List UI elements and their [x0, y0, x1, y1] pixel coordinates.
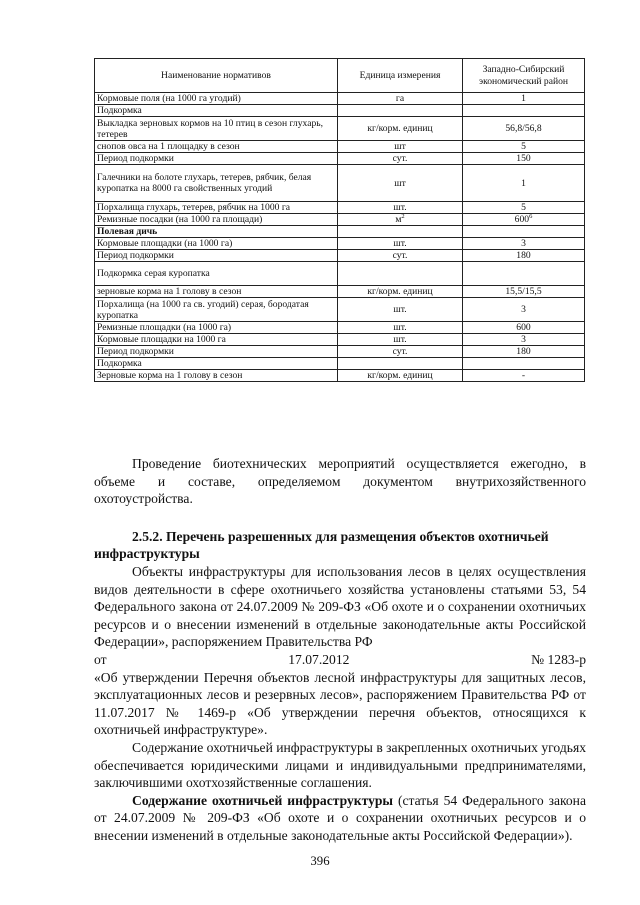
row-name: Кормовые поля (на 1000 га угодий) [95, 93, 338, 105]
row-name: Подкормка [95, 105, 338, 117]
paragraph-maintenance-law [94, 792, 586, 845]
row-value: 3 [463, 298, 585, 322]
paragraph-biotechnical: Проведение биотехнических мероприятий осуществляется ежегодно, в объеме и составе, определяемом документом внутрихозяйственного охотоустройства. [94, 456, 586, 507]
row-value: 1 [463, 165, 585, 202]
row-name: Выкладка зерновых кормов на 10 птиц в сезон глухарь, тетерев [95, 117, 338, 141]
row-unit [338, 214, 463, 226]
header-region: Западно-Сибирский экономический район [463, 59, 585, 93]
table-row [95, 153, 585, 165]
paragraph-order-title: «Об утверждении Перечня объектов лесной инфраструктуры для защитных лесов, эксплуатационных лесов и резервных лесов», распоряжением Правительства РФ от 11.07.2017 № 1469-р «Об утверждении перечня объектов, относящихся к охотничьей инфраструктуре». [94, 669, 586, 738]
row-name: Ремизные площадки (на 1000 га) [95, 322, 338, 334]
row-value: 1 [463, 93, 585, 105]
table-row [95, 322, 585, 334]
page-number: 396 [310, 854, 330, 868]
row-name: Период подкормки [95, 153, 338, 165]
row-unit: сут. [338, 153, 463, 165]
row-value: 5 [463, 141, 585, 153]
value-text: 600 [514, 214, 530, 226]
row-name: Кормовые площадки на 1000 га [95, 334, 338, 346]
row-unit: сут. [338, 250, 463, 262]
unit-text: м [395, 214, 402, 226]
row-value: 600 [463, 322, 585, 334]
row-value: 15,5/15,5 [463, 286, 585, 298]
row-value: 180 [463, 346, 585, 358]
table-row [95, 298, 585, 322]
row-value [463, 105, 585, 117]
row-value [463, 262, 585, 286]
body-text [94, 455, 586, 844]
paragraph-order-date-line [94, 651, 586, 669]
order-number: № 1283-р [531, 651, 586, 667]
table-row [95, 165, 585, 202]
row-unit: шт. [338, 238, 463, 250]
header-unit: Единица измерения [338, 59, 463, 93]
table-row [95, 358, 585, 370]
table-row [95, 105, 585, 117]
row-value: 5 [463, 202, 585, 214]
row-name: Подкормка [95, 358, 338, 370]
table-row [95, 202, 585, 214]
table-row [95, 141, 585, 153]
paragraph-maintenance: Содержание охотничьей инфраструктуры в закрепленных охотничьих угодьях обеспечивается юридическими лицами и индивидуальными предпринимателями, заключившими охотхозяйственные соглашения. [94, 739, 586, 791]
row-unit: сут. [338, 346, 463, 358]
table-row [95, 370, 585, 382]
table-row [95, 346, 585, 358]
table-row [95, 117, 585, 141]
table-row [95, 334, 585, 346]
row-name: снопов овса на 1 площадку в сезон [95, 141, 338, 153]
row-name: Порхалища глухарь, тетерев, рябчик на 1000 га [95, 202, 338, 214]
row-name: Период подкормки [95, 250, 338, 262]
norms-table [94, 58, 585, 382]
row-unit: шт. [338, 334, 463, 346]
table-header-row [95, 59, 585, 93]
row-value: 3 [463, 238, 585, 250]
row-unit: шт. [338, 298, 463, 322]
unit-superscript: 2 [401, 212, 405, 220]
row-name: Период подкормки [95, 346, 338, 358]
row-unit: кг/корм. единиц [338, 286, 463, 298]
header-name: Наименование нормативов [95, 59, 338, 93]
row-unit: шт. [338, 202, 463, 214]
order-date: 17.07.2012 [288, 651, 350, 667]
table-row [95, 250, 585, 262]
section-title: Полевая дичь [95, 226, 338, 238]
row-unit [338, 105, 463, 117]
row-name: зерновые корма на 1 голову в сезон [95, 286, 338, 298]
table-section-row [95, 226, 585, 238]
row-unit: кг/корм. единиц [338, 117, 463, 141]
row-unit: га [338, 93, 463, 105]
row-name: Галечники на болоте глухарь, тетерев, рябчик, белая куропатка на 8000 га свойственных угодий [95, 165, 338, 202]
row-name: Порхалища (на 1000 га св. угодий) серая, бородатая куропатка [95, 298, 338, 322]
row-name: Ремизные посадки (на 1000 га площади) [95, 214, 338, 226]
row-value: 3 [463, 334, 585, 346]
row-value: 150 [463, 153, 585, 165]
paragraph-infrastructure-objects: Объекты инфраструктуры для использования лесов в целях осуществления видов деятельности в сфере охотничьего хозяйства установлены статьями 53, 54 Федерального закона от 24.07.2009 № 209-ФЗ «Об охоте и о сохранении охотничьих ресурсов и о внесении изменений в отдельные законодательные акты Российской Федерации», распоряжением Правительства РФ [94, 563, 586, 650]
row-unit: кг/корм. единиц [338, 370, 463, 382]
row-unit [338, 358, 463, 370]
row-value: - [463, 370, 585, 382]
section-heading: 2.5.2. Перечень разрешенных для размещения объектов охотничьей инфраструктуры [94, 528, 549, 562]
table-row [95, 262, 585, 286]
table-row [95, 238, 585, 250]
maintenance-bold-label: Содержание охотничьей инфраструктуры [132, 792, 394, 808]
order-from: от [94, 651, 107, 667]
row-value [463, 226, 585, 238]
row-value [463, 358, 585, 370]
row-value: 180 [463, 250, 585, 262]
row-unit [338, 262, 463, 286]
row-name: Подкормка серая куропатка [95, 262, 338, 286]
table-row [95, 286, 585, 298]
row-unit: шт. [338, 322, 463, 334]
table-row [95, 93, 585, 105]
maintenance-law-text: (статья 54 Федерального закона от 24.07.2009 № 209-ФЗ «Об охоте и о сохранении охотничьих ресурсов и о внесении изменений в отдельные законодательные акты Российской Федерации»). [94, 792, 586, 843]
row-value [463, 214, 585, 226]
row-unit: шт [338, 165, 463, 202]
table-row [95, 214, 585, 226]
value-footnote: 6 [529, 212, 533, 220]
row-name: Кормовые площадки (на 1000 га) [95, 238, 338, 250]
row-name: Зерновые корма на 1 голову в сезон [95, 370, 338, 382]
row-unit: шт [338, 141, 463, 153]
row-value: 56,8/56,8 [463, 117, 585, 141]
row-unit [338, 226, 463, 238]
